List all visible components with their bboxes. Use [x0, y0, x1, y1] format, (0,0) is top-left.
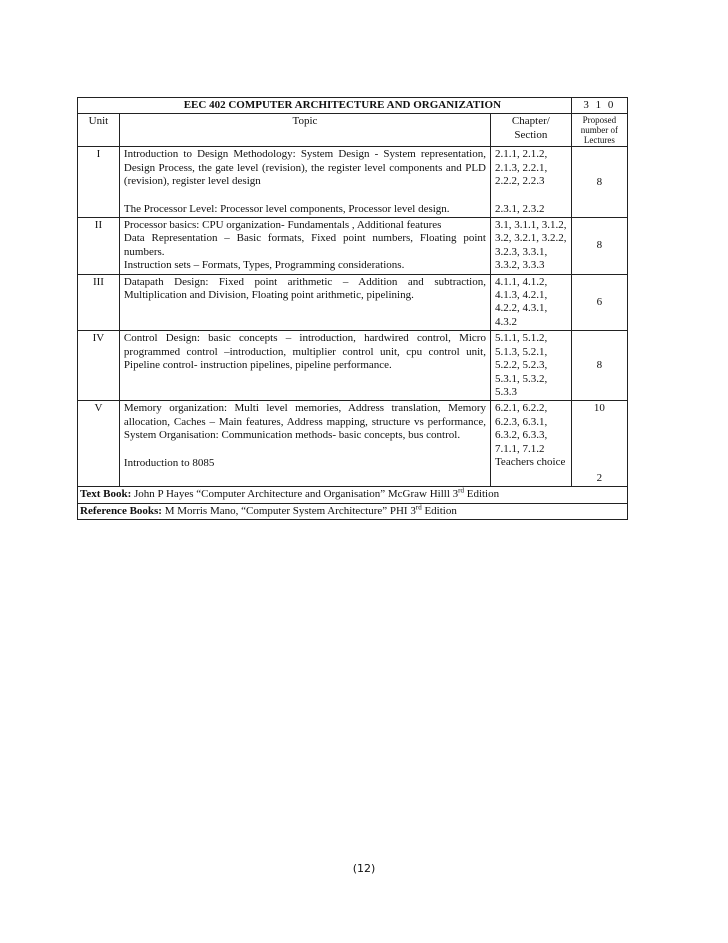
reference-books [78, 503, 628, 519]
chapter-list: 2.3.1, 2.3.2 [494, 202, 545, 215]
reference-text: M Morris Mano, “Computer System Architecture” PHI 3 [161, 504, 416, 517]
unit-number: I [78, 147, 120, 218]
table-row [78, 331, 628, 401]
topic-paragraph: Data Representation – Basic formats, Fixed point numbers, Floating point numbers. [123, 232, 486, 258]
table-row [78, 274, 628, 331]
topic-paragraph: Datapath Design: Fixed point arithmetic – Addition and subtraction, Multiplication and Division, Floating point arithmetic, pipelining. [123, 275, 486, 302]
header-chapter [490, 114, 571, 147]
unit-chapters [490, 401, 571, 487]
header-chapter-line1: Chapter/ [511, 115, 550, 128]
reference-text-end: Edition [421, 504, 457, 517]
unit-number: II [78, 218, 120, 275]
topic-paragraph: The Processor Level: Processor level components, Processor level design. [123, 202, 450, 215]
lectures-value: 2 [596, 471, 603, 484]
unit-topic [119, 147, 490, 218]
topic-paragraph: Instruction sets – Formats, Types, Programming considerations. [123, 259, 405, 272]
unit-lectures [571, 401, 627, 487]
header-lectures [571, 114, 627, 147]
topic-paragraph: Control Design: basic concepts – introduction, hardwired control, Micro programmed control –introduction, multiplier control unit, cpu control unit, Pipeline control- instruction pipelines, pipeline performance. [123, 332, 486, 372]
unit-chapters [490, 147, 571, 218]
chapter-list: 5.1.1, 5.1.2, 5.1.3, 5.2.1, 5.2.2, 5.2.3, 5.3.1, 5.3.2, 5.3.3 [494, 332, 548, 398]
topic-paragraph: Memory organization: Multi level memories, Address translation, Memory allocation, Caches – Main features, Address mapping, structure vs performance, System Organisation: Communication methods- basic concepts, bus control. [123, 402, 486, 442]
table-row [78, 147, 628, 218]
title-row [78, 98, 628, 114]
unit-number: III [78, 274, 120, 331]
textbook [78, 487, 628, 503]
header-topic: Topic [119, 114, 490, 147]
header-lectures-line2: number of [580, 125, 618, 136]
unit-lectures: 8 [571, 218, 627, 275]
unit-number: V [78, 401, 120, 487]
chapter-list: Teachers choice [494, 455, 566, 468]
textbook-sup: rd [458, 486, 464, 495]
textbook-label: Text Book: [80, 488, 132, 501]
unit-number: IV [78, 331, 120, 401]
header-chapter-line2: Section [514, 128, 548, 141]
unit-topic [119, 274, 490, 331]
unit-lectures: 6 [571, 274, 627, 331]
chapter-list: 4.1.1, 4.1.2, 4.1.3, 4.2.1, 4.2.2, 4.3.1, 4.3.2 [494, 275, 548, 328]
page-number: (12) [352, 862, 376, 875]
chapter-list: 6.2.1, 6.2.2, 6.2.3, 6.3.1, 6.3.2, 6.3.3, 7.1.1, 7.1.2 [494, 402, 548, 455]
unit-chapters [490, 331, 571, 401]
course-title: EEC 402 COMPUTER ARCHITECTURE AND ORGANIZATION [78, 98, 572, 114]
textbook-row [78, 487, 628, 503]
lectures-value: 10 [593, 402, 605, 415]
table-row [78, 218, 628, 275]
course-ltp: 3 1 0 [571, 98, 627, 114]
header-unit: Unit [78, 114, 120, 147]
reference-label: Reference Books: [80, 504, 162, 517]
header-lectures-line1: Proposed [582, 115, 617, 126]
textbook-text: John P Hayes “Computer Architecture and Organisation” McGraw Hilll 3 [131, 488, 459, 501]
topic-paragraph: Introduction to 8085 [123, 456, 215, 469]
unit-chapters [490, 274, 571, 331]
unit-chapters [490, 218, 571, 275]
unit-topic [119, 331, 490, 401]
unit-topic [119, 218, 490, 275]
topic-paragraph: Introduction to Design Methodology: System Design - System representation, Design Process, the gate level (revision), the register level components and PLD (revision), register level design [123, 148, 486, 188]
textbook-text-end: Edition [463, 488, 500, 501]
chapter-list: 3.1, 3.1.1, 3.1.2, 3.2, 3.2.1, 3.2.2, 3.2.3, 3.3.1, 3.3.2, 3.3.3 [494, 219, 567, 272]
header-row [78, 114, 628, 147]
unit-lectures: 8 [571, 147, 627, 218]
reference-row [78, 503, 628, 519]
syllabus-table [77, 97, 628, 520]
header-lectures-line3: Lectures [583, 135, 615, 146]
unit-lectures: 8 [571, 331, 627, 401]
reference-sup: rd [415, 503, 422, 511]
table-row [78, 401, 628, 487]
unit-topic [119, 401, 490, 487]
topic-paragraph: Processor basics: CPU organization- Fundamentals , Additional features [123, 219, 442, 232]
chapter-list: 2.1.1, 2.1.2, 2.1.3, 2.2.1, 2.2.2, 2.2.3 [494, 148, 548, 188]
